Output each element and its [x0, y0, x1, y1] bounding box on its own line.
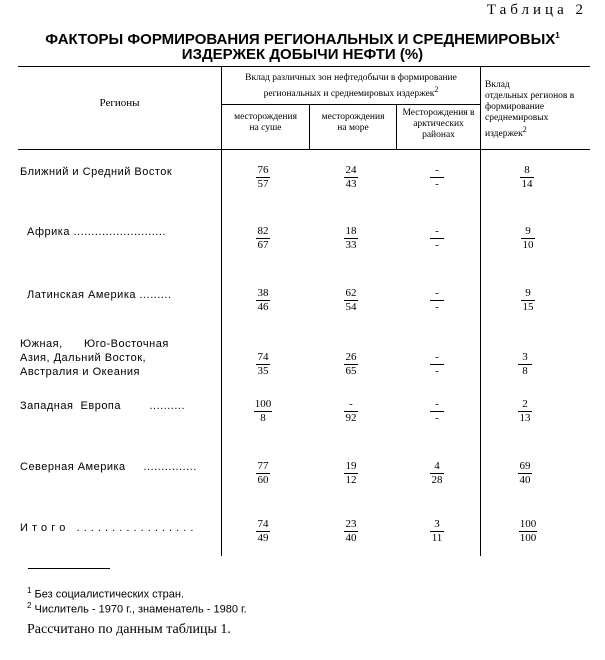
fraction-numerator: 82 [257, 225, 269, 237]
region-line: Западная Европа .......... [20, 400, 186, 412]
cell-contrib-6 [508, 518, 548, 545]
cell-sea-3 [331, 351, 371, 378]
fraction-numerator: 100 [519, 518, 537, 530]
fraction-denominator: 8 [260, 412, 266, 424]
fraction-denominator: 57 [257, 178, 269, 190]
region-line: Ближний и Средний Восток [20, 166, 173, 178]
group-header-divider [221, 104, 480, 105]
fraction-numerator: 62 [345, 287, 357, 299]
header-land-line1: месторождения [234, 112, 297, 122]
fraction-denominator: 10 [522, 239, 534, 251]
footnote-text: Без социалистических стран. [34, 588, 185, 601]
cell-sea-0 [331, 164, 371, 191]
header-sea-line1: месторождения [321, 112, 385, 122]
row-region-3 [20, 337, 169, 379]
header-group-footnote-mark: 2 [434, 85, 439, 94]
fraction-numerator: - [430, 164, 444, 178]
cell-arctic-1 [417, 225, 457, 252]
fraction-numerator: 8 [520, 164, 534, 178]
cell-land-3 [243, 351, 283, 378]
fraction-denominator: 11 [431, 532, 443, 544]
header-sea [310, 112, 396, 134]
header-arctic-line3: районах [422, 130, 455, 140]
cell-land-5 [243, 460, 283, 487]
fraction-denominator: 8 [522, 365, 528, 377]
cell-arctic-4 [417, 398, 457, 425]
fraction-numerator: 26 [345, 351, 357, 363]
header-contrib-footnote-mark: 2 [522, 125, 527, 134]
fraction-numerator: 4 [430, 460, 444, 474]
fraction-denominator: - [435, 412, 439, 424]
fraction-denominator: 67 [257, 239, 269, 251]
fraction-denominator: 54 [345, 301, 357, 313]
fraction-numerator: 19 [345, 460, 357, 472]
fraction-denominator: 40 [345, 532, 357, 544]
cell-sea-2 [331, 287, 371, 314]
table-title-line2: ИЗДЕРЖЕК ДОБЫЧИ НЕФТИ (%) [181, 46, 424, 63]
cell-sea-6 [331, 518, 371, 545]
row-region-6 [20, 521, 194, 535]
header-contrib-line3: формирование [485, 102, 545, 112]
cell-arctic-3 [417, 351, 457, 378]
header-group-line2: региональных и среднемировых издержек [263, 89, 435, 100]
header-contrib-line4: среднемировых [485, 113, 549, 123]
cell-land-0 [243, 164, 283, 191]
cell-arctic-5 [417, 460, 457, 487]
cell-contrib-2 [508, 287, 548, 314]
fraction-numerator: 38 [257, 287, 269, 299]
fraction-numerator: 9 [521, 225, 535, 239]
footnote-mark: 2 [27, 601, 32, 610]
cell-contrib-1 [508, 225, 548, 252]
fraction-denominator: 100 [519, 532, 537, 544]
fraction-numerator: - [430, 351, 444, 365]
cell-land-6 [243, 518, 283, 545]
row-region-4 [20, 399, 185, 413]
fraction-denominator: 92 [345, 412, 357, 424]
cell-land-4 [243, 398, 283, 425]
cell-contrib-0 [507, 164, 547, 191]
header-regions: Регионы [99, 97, 140, 109]
column-divider-4 [480, 66, 481, 556]
column-divider-1 [221, 66, 222, 556]
fraction-denominator: - [435, 365, 439, 377]
cell-land-1 [243, 225, 283, 252]
fraction-denominator: - [435, 301, 439, 313]
fraction-numerator: 18 [345, 225, 357, 237]
header-regions-contrib [485, 80, 590, 140]
source-note: Рассчитано по данным таблицы 1. [27, 622, 231, 637]
title-line1-text: ФАКТОРЫ ФОРМИРОВАНИЯ РЕГИОНАЛЬНЫХ И СРЕДНЕМИРОВЫХ [45, 31, 556, 48]
fraction-numerator: 23 [345, 518, 357, 530]
fraction-numerator: 76 [257, 164, 269, 176]
fraction-denominator: 43 [345, 178, 357, 190]
fraction-denominator: - [435, 239, 439, 251]
row-region-0 [20, 165, 172, 179]
footnote-text: Числитель - 1970 г., знаменатель - 1980 г. [34, 603, 247, 616]
table-number: Таблица 2 [486, 2, 587, 18]
cell-arctic-2 [417, 287, 457, 314]
fraction-denominator: 35 [257, 365, 269, 377]
fraction-denominator: 65 [345, 365, 357, 377]
fraction-numerator: 69 [519, 460, 531, 472]
region-line: Северная Америка ............... [20, 461, 197, 473]
region-line: Латинская Америка ......... [27, 289, 172, 301]
fraction-numerator: - [430, 287, 444, 301]
fraction-numerator: 2 [518, 398, 532, 412]
fraction-denominator: 46 [257, 301, 269, 313]
footnote-separator [28, 568, 110, 569]
title-footnote-mark: 1 [555, 31, 560, 40]
table-top-border [18, 66, 590, 67]
region-line: Африка .......................... [27, 226, 166, 238]
header-contrib-line1: Вклад [485, 80, 510, 90]
header-contrib-line5-wrap [485, 124, 590, 140]
cell-sea-1 [331, 225, 371, 252]
header-group-line1: Вклад различных зон нефтедобычи в формирование [245, 73, 457, 83]
fraction-numerator: - [430, 398, 444, 412]
region-line: Южная, Юго-Восточная [20, 338, 169, 350]
header-group-line2-wrap [222, 84, 480, 100]
row-region-1 [27, 225, 166, 239]
fraction-numerator: - [430, 225, 444, 239]
header-contrib-line2: отдельных регионов в [485, 91, 575, 101]
fraction-numerator: 77 [257, 460, 269, 472]
header-contrib-line5: издержек [485, 129, 523, 140]
header-arctic [397, 108, 480, 141]
fraction-denominator: - [435, 178, 439, 190]
fraction-numerator: 9 [521, 287, 535, 301]
fraction-numerator: 24 [345, 164, 357, 176]
footnote-mark: 1 [27, 586, 32, 595]
fraction-denominator: 40 [519, 474, 531, 486]
cell-arctic-6 [417, 518, 457, 545]
cell-contrib-4 [505, 398, 545, 425]
fraction-denominator: 28 [431, 474, 443, 486]
cell-sea-5 [331, 460, 371, 487]
fraction-numerator: 74 [257, 518, 269, 530]
fraction-numerator: 74 [257, 351, 269, 363]
fraction-numerator: - [344, 398, 358, 412]
fraction-numerator: 3 [430, 518, 444, 532]
cell-contrib-3 [505, 351, 545, 378]
fraction-denominator: 13 [519, 412, 531, 424]
region-line: И т о г о . . . . . . . . . . . . . . . . . [20, 522, 194, 534]
cell-contrib-5 [505, 460, 545, 487]
fraction-numerator: 100 [254, 398, 272, 410]
fraction-numerator: 3 [518, 351, 532, 365]
header-arctic-line2: арктических [413, 119, 464, 129]
header-bottom-border [18, 149, 590, 150]
header-sea-line2: на море [337, 123, 369, 133]
region-line: Азия, Дальний Восток, [20, 352, 147, 364]
cell-sea-4 [331, 398, 371, 425]
row-region-5 [20, 460, 197, 474]
header-group [222, 73, 480, 100]
fraction-denominator: 60 [257, 474, 269, 486]
region-line: Австралия и Океания [20, 366, 141, 378]
cell-land-2 [243, 287, 283, 314]
fraction-denominator: 15 [522, 301, 534, 313]
header-arctic-line1: Месторождения в [402, 108, 475, 118]
fraction-denominator: 12 [345, 474, 357, 486]
fraction-denominator: 49 [257, 532, 269, 544]
fraction-denominator: 33 [345, 239, 357, 251]
fraction-denominator: 14 [521, 178, 533, 190]
row-region-2 [27, 288, 172, 302]
header-land [222, 112, 309, 134]
footnote-2 [27, 599, 247, 617]
cell-arctic-0 [417, 164, 457, 191]
header-land-line2: на суше [249, 123, 282, 133]
